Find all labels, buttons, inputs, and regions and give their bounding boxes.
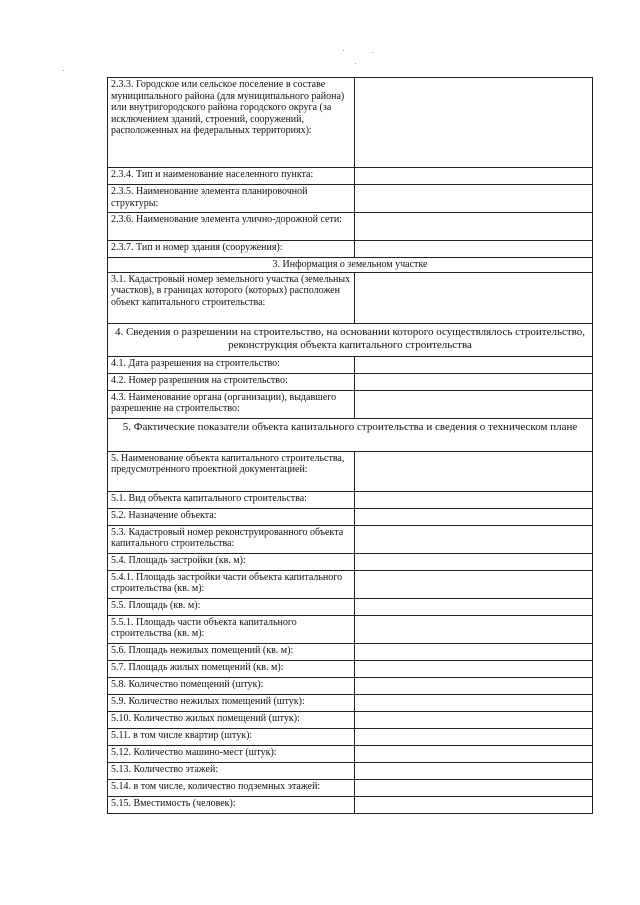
table-row xyxy=(108,508,593,525)
table-row xyxy=(108,168,593,185)
table-row xyxy=(108,491,593,508)
field-label: 5.6. Площадь нежилых помещений (кв. м): xyxy=(108,643,355,660)
field-label: 2.3.5. Наименование элемента планировочной структуры: xyxy=(108,185,355,213)
field-value-cell[interactable] xyxy=(355,390,593,418)
table-row xyxy=(108,356,593,373)
field-label: 5. Наименование объекта капитального строительства, предусмотренного проектной документацией: xyxy=(108,451,355,491)
field-label: 5.4. Площадь застройки (кв. м): xyxy=(108,553,355,570)
field-label: 4.2. Номер разрешения на строительство: xyxy=(108,373,355,390)
section-header-row xyxy=(108,258,593,273)
table-row xyxy=(108,373,593,390)
field-label: 5.1. Вид объекта капитального строительства: xyxy=(108,491,355,508)
field-label: 5.8. Количество помещений (штук): xyxy=(108,677,355,694)
field-label: 4.3. Наименование органа (организации), выдавшего разрешение на строительство: xyxy=(108,390,355,418)
table-row xyxy=(108,711,593,728)
table-row xyxy=(108,272,593,323)
table-row xyxy=(108,185,593,213)
field-value-cell[interactable] xyxy=(355,508,593,525)
section-title: 4. Сведения о разрешении на строительство, на основании которого осуществлялось строительство, реконструкция объекта капитального строительства xyxy=(108,323,593,356)
field-value-cell[interactable] xyxy=(355,168,593,185)
field-value-cell[interactable] xyxy=(355,660,593,677)
section-title: 3. Информация о земельном участке xyxy=(108,258,593,273)
table-row xyxy=(108,728,593,745)
field-value-cell[interactable] xyxy=(355,78,593,168)
table-row xyxy=(108,570,593,598)
scan-speck xyxy=(343,50,344,51)
field-value-cell[interactable] xyxy=(355,451,593,491)
field-value-cell[interactable] xyxy=(355,525,593,553)
field-label: 5.7. Площадь жилых помещений (кв. м): xyxy=(108,660,355,677)
field-label: 5.13. Количество этажей: xyxy=(108,762,355,779)
table-row xyxy=(108,213,593,241)
field-value-cell[interactable] xyxy=(355,553,593,570)
field-label: 4.1. Дата разрешения на строительство: xyxy=(108,356,355,373)
form-table xyxy=(107,77,593,814)
table-row xyxy=(108,677,593,694)
field-label: 5.5. Площадь (кв. м): xyxy=(108,598,355,615)
table-row xyxy=(108,779,593,796)
field-value-cell[interactable] xyxy=(355,272,593,323)
table-row xyxy=(108,525,593,553)
field-label: 5.4.1. Площадь застройки части объекта капитального строительства (кв. м): xyxy=(108,570,355,598)
field-value-cell[interactable] xyxy=(355,491,593,508)
form-rows xyxy=(108,78,593,814)
field-value-cell[interactable] xyxy=(355,796,593,813)
field-label: 5.2. Назначение объекта: xyxy=(108,508,355,525)
field-label: 5.15. Вместимость (человек): xyxy=(108,796,355,813)
field-value-cell[interactable] xyxy=(355,745,593,762)
table-row xyxy=(108,598,593,615)
field-label: 3.1. Кадастровый номер земельного участка (земельных участков), в границах которого (которых) расположен объект капитального строительства: xyxy=(108,272,355,323)
scan-speck xyxy=(355,63,356,64)
field-label: 5.3. Кадастровый номер реконструированного объекта капитального строительства: xyxy=(108,525,355,553)
field-label: 2.3.3. Городское или сельское поселение в составе муниципального района (для муниципального района) или внутригородского района городского округа (за исключением зданий, строений, сооружений, расположенных на федеральных территориях): xyxy=(108,78,355,168)
section-header-row xyxy=(108,323,593,356)
scan-speck xyxy=(63,70,64,71)
field-label: 5.10. Количество жилых помещений (штук): xyxy=(108,711,355,728)
field-value-cell[interactable] xyxy=(355,711,593,728)
field-value-cell[interactable] xyxy=(355,615,593,643)
field-value-cell[interactable] xyxy=(355,598,593,615)
field-value-cell[interactable] xyxy=(355,643,593,660)
field-value-cell[interactable] xyxy=(355,241,593,258)
field-label: 2.3.7. Тип и номер здания (сооружения): xyxy=(108,241,355,258)
table-row xyxy=(108,390,593,418)
scan-speck xyxy=(372,52,373,53)
table-row xyxy=(108,241,593,258)
field-label: 5.5.1. Площадь части объекта капитального строительства (кв. м): xyxy=(108,615,355,643)
field-value-cell[interactable] xyxy=(355,677,593,694)
table-row xyxy=(108,745,593,762)
field-value-cell[interactable] xyxy=(355,356,593,373)
field-value-cell[interactable] xyxy=(355,570,593,598)
field-label: 5.9. Количество нежилых помещений (штук): xyxy=(108,694,355,711)
field-value-cell[interactable] xyxy=(355,213,593,241)
section-title: 5. Фактические показатели объекта капитального строительства и сведения о техническом плане xyxy=(108,418,593,451)
field-value-cell[interactable] xyxy=(355,185,593,213)
table-row xyxy=(108,643,593,660)
field-label: 5.14. в том числе, количество подземных этажей: xyxy=(108,779,355,796)
field-label: 5.11. в том числе квартир (штук): xyxy=(108,728,355,745)
table-row xyxy=(108,451,593,491)
field-value-cell[interactable] xyxy=(355,762,593,779)
field-label: 2.3.4. Тип и наименование населенного пункта: xyxy=(108,168,355,185)
table-row xyxy=(108,796,593,813)
table-row xyxy=(108,660,593,677)
field-label: 2.3.6. Наименование элемента улично-дорожной сети: xyxy=(108,213,355,241)
field-value-cell[interactable] xyxy=(355,779,593,796)
section-header-row xyxy=(108,418,593,451)
table-row xyxy=(108,78,593,168)
table-row xyxy=(108,615,593,643)
field-value-cell[interactable] xyxy=(355,728,593,745)
table-row xyxy=(108,694,593,711)
field-value-cell[interactable] xyxy=(355,694,593,711)
field-label: 5.12. Количество машино-мест (штук): xyxy=(108,745,355,762)
table-row xyxy=(108,762,593,779)
field-value-cell[interactable] xyxy=(355,373,593,390)
table-row xyxy=(108,553,593,570)
